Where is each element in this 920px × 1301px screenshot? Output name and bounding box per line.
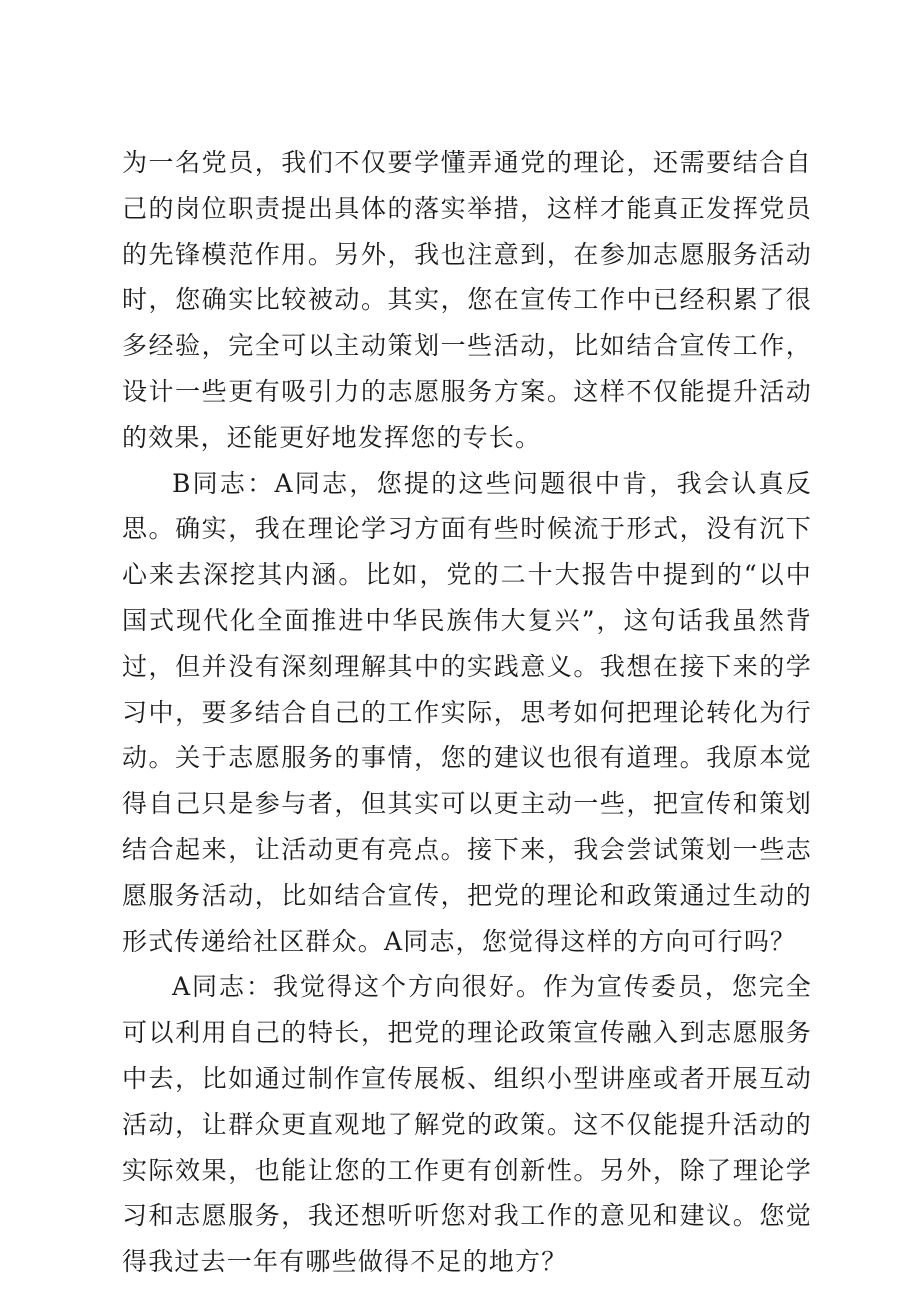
paragraph-3: A同志：我觉得这个方向很好。作为宣传委员，您完全可以利用自己的特长，把党的理论政策宣传融入到志愿服务中去，比如通过制作宣传展板、组织小型讲座或者开展互动活动，让群众更直观地了解党的政策。这不仅能提升活动的实际效果，也能让您的工作更有创新性。另外，除了理论学习和志愿服务，我还想听听您对我工作的意见和建议。您觉得我过去一年有哪些做得不足的地方？	[122, 972, 812, 1277]
document-body	[122, 140, 812, 1285]
paragraph-1: 为一名党员，我们不仅要学懂弄通党的理论，还需要结合自己的岗位职责提出具体的落实举措，这样才能真正发挥党员的先锋模范作用。另外，我也注意到，在参加志愿服务活动时，您确实比较被动。其实，您在宣传工作中已经积累了很多经验，完全可以主动策划一些活动，比如结合宣传工作，设计一些更有吸引力的志愿服务方案。这样不仅能提升活动的效果，还能更好地发挥您的专长。	[122, 148, 812, 452]
paragraph-2: B同志：A同志，您提的这些问题很中肯，我会认真反思。确实，我在理论学习方面有些时候流于形式，没有沉下心来去深挖其内涵。比如，党的二十大报告中提到的“以中国式现代化全面推进中华民族伟大复兴”，这句话我虽然背过，但并没有深刻理解其中的实践意义。我想在接下来的学习中，要多结合自己的工作实际，思考如何把理论转化为行动。关于志愿服务的事情，您的建议也很有道理。我原本觉得自己只是参与者，但其实可以更主动一些，把宣传和策划结合起来，让活动更有亮点。接下来，我会尝试策划一些志愿服务活动，比如结合宣传，把党的理论和政策通过生动的形式传递给社区群众。A同志，您觉得这样的方向可行吗？	[122, 468, 812, 956]
